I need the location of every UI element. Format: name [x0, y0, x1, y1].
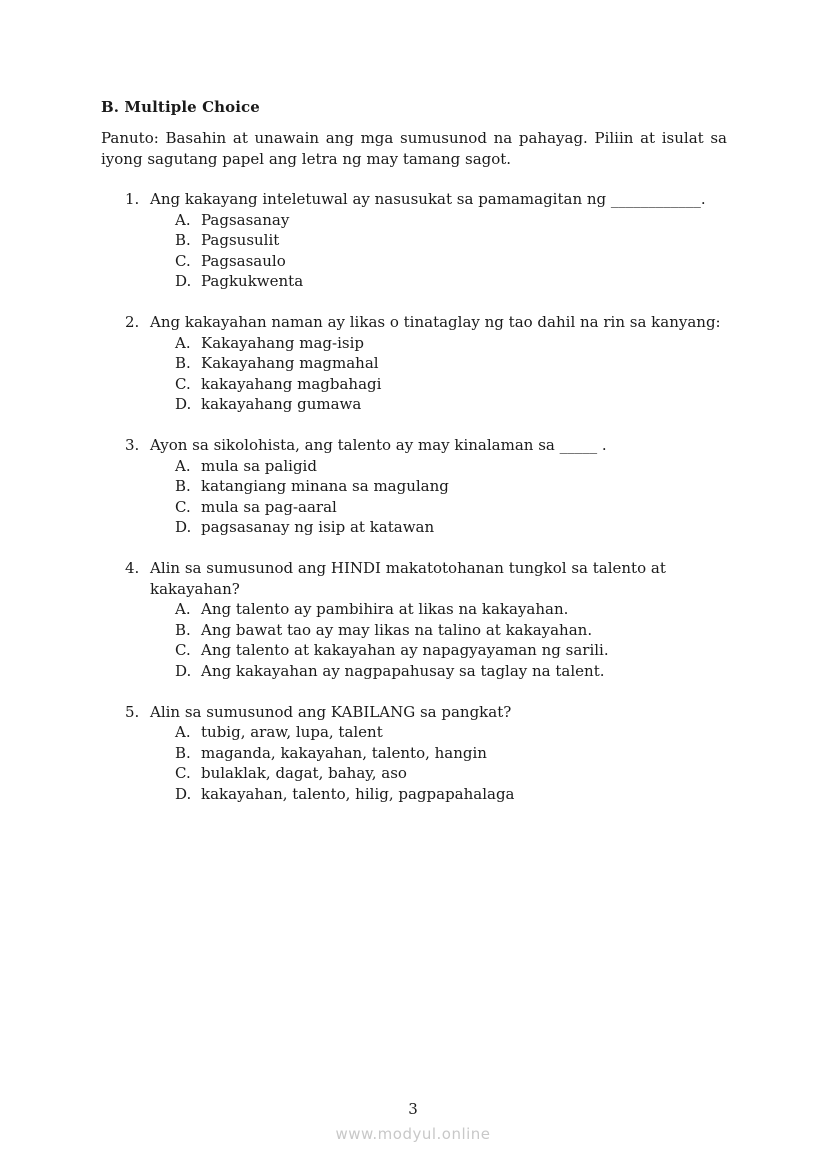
question-text: Ang kakayang inteletuwal ay nasusukat sa pamamagitan ng ____________.: [150, 190, 706, 208]
choice-text: tubig, araw, lupa, talent: [201, 723, 383, 741]
choice-item: [150, 517, 741, 538]
choice-text: kakayahan, talento, hilig, pagpapahalaga: [201, 784, 515, 803]
choice-text: Pagsasaulo: [201, 251, 286, 270]
choice-item: [150, 394, 741, 415]
choice-item: [150, 230, 741, 251]
question-number: 5.: [125, 702, 140, 721]
choice-letter: C.: [175, 764, 191, 782]
choice-item: [150, 456, 741, 477]
question-text: Ang kakayahan naman ay likas o tinataglay ng tao dahil na rin sa kanyang:: [150, 313, 721, 331]
choice-letter: D.: [175, 395, 192, 413]
choice-item: [150, 333, 741, 354]
choice-item: [150, 763, 741, 784]
choice-item: [150, 210, 741, 231]
question-item: [101, 312, 741, 415]
watermark-text: www.modyul.online: [335, 1125, 491, 1143]
choice-item: [150, 476, 741, 497]
choice-letter: A.: [175, 600, 191, 618]
choice-item: [150, 743, 741, 764]
choice-item: [150, 661, 741, 682]
choice-text: Kakayahang magmahal: [201, 354, 379, 372]
question-text: Alin sa sumusunod ang KABILANG sa pangkat?: [150, 702, 512, 721]
choice-text: Ang bawat tao ay may likas na talino at kakayahan.: [201, 620, 593, 639]
choice-letter: C.: [175, 497, 191, 516]
choice-item: [150, 353, 741, 374]
choice-item: [150, 620, 741, 641]
choice-item: [150, 784, 741, 805]
choice-list: [150, 210, 741, 292]
choice-letter: D.: [175, 661, 192, 680]
question-text: Alin sa sumusunod ang HINDI makatotohanan tungkol sa talento at kakayahan?: [150, 559, 666, 598]
choice-text: Pagsasanay: [201, 210, 290, 229]
question-item: [101, 189, 741, 292]
section-title: B. Multiple Choice: [101, 98, 260, 116]
choice-letter: B.: [175, 620, 191, 639]
choice-text: Ang talento ay pambihira at likas na kakayahan.: [201, 600, 569, 618]
question-item: [101, 702, 741, 805]
choice-letter: A.: [175, 333, 191, 352]
choice-item: [150, 599, 741, 620]
choice-text: kakayahang magbahagi: [201, 374, 382, 393]
question-item: [101, 435, 741, 538]
choice-item: [150, 722, 741, 743]
choice-text: Kakayahang mag-isip: [201, 333, 364, 352]
question-number: 4.: [125, 559, 140, 577]
choice-letter: A.: [175, 210, 191, 229]
choice-letter: D.: [175, 518, 192, 536]
question-item: [101, 558, 741, 681]
choice-letter: C.: [175, 251, 191, 270]
choice-text: Pagkukwenta: [201, 272, 304, 290]
question-number: 2.: [125, 313, 140, 331]
choice-text: mula sa paligid: [201, 456, 317, 475]
choice-text: maganda, kakayahan, talento, hangin: [201, 743, 487, 762]
choice-text: Ang kakayahan ay nagpapahusay sa taglay na talent.: [201, 661, 605, 680]
choice-letter: B.: [175, 477, 191, 495]
choice-letter: D.: [175, 272, 192, 290]
choice-text: bulaklak, dagat, bahay, aso: [201, 764, 407, 782]
question-number: 3.: [125, 436, 140, 454]
choice-text: mula sa pag-aaral: [201, 497, 337, 516]
choice-item: [150, 497, 741, 518]
choice-item: [150, 640, 741, 661]
choice-text: pagsasanay ng isip at katawan: [201, 518, 435, 536]
choice-text: Ang talento at kakayahan ay napagyayaman ng sarili.: [201, 641, 609, 659]
choice-text: katangiang minana sa magulang: [201, 477, 449, 495]
choice-letter: D.: [175, 784, 192, 803]
question-text: Ayon sa sikolohista, ang talento ay may kinalaman sa _____ .: [150, 436, 607, 454]
choice-letter: B.: [175, 231, 191, 249]
choice-letter: A.: [175, 723, 191, 741]
choice-text: Pagsusulit: [201, 231, 280, 249]
choice-list: [150, 456, 741, 538]
choice-letter: A.: [175, 456, 191, 475]
choice-letter: B.: [175, 354, 191, 372]
choice-item: [150, 374, 741, 395]
instructions-paragraph: Panuto: Basahin at unawain ang mga sumusunod na pahayag. Piliin at isulat sa iyong sagutang papel ang letra ng may tamang sagot.: [101, 129, 727, 168]
choice-text: kakayahang gumawa: [201, 395, 362, 413]
choice-list: [150, 599, 741, 681]
question-number: 1.: [125, 190, 140, 208]
choice-item: [150, 251, 741, 272]
choice-letter: C.: [175, 641, 191, 659]
choice-letter: B.: [175, 743, 191, 762]
choice-list: [150, 722, 741, 804]
choice-list: [150, 333, 741, 415]
page-number: 3: [408, 1100, 418, 1118]
question-list: [101, 189, 741, 825]
choice-item: [150, 271, 741, 292]
choice-letter: C.: [175, 374, 191, 393]
